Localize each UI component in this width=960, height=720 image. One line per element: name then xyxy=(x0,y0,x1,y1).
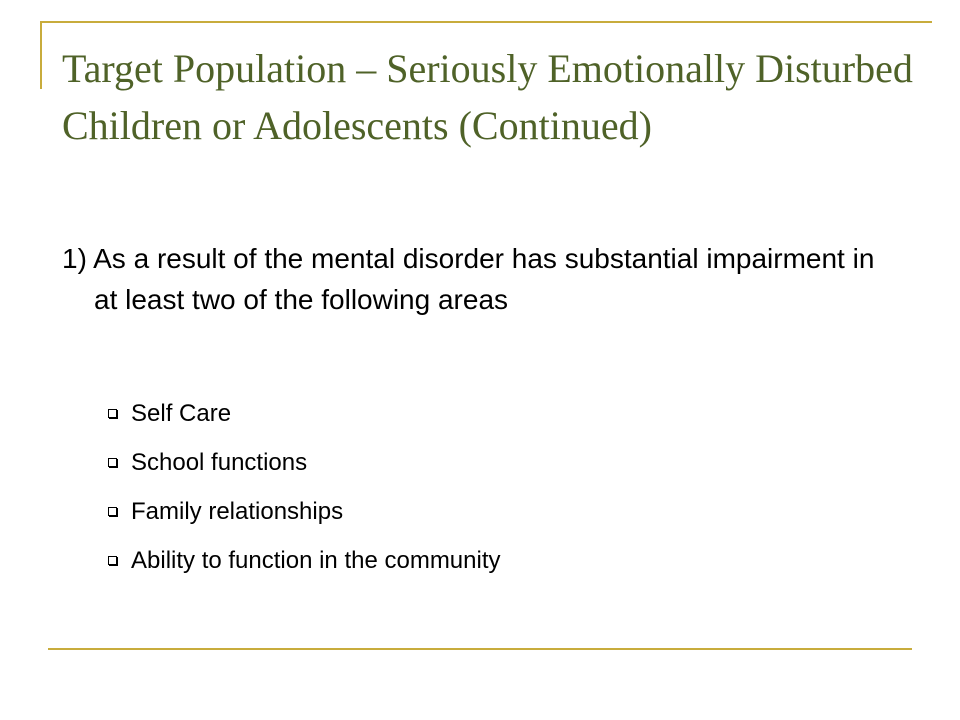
list-item-label: Self Care xyxy=(131,399,232,427)
list-item xyxy=(108,536,501,585)
list-item xyxy=(108,487,501,536)
impairment-areas-list xyxy=(108,389,501,585)
list-item xyxy=(108,389,501,438)
list-item-label: Ability to function in the community xyxy=(131,546,501,574)
list-item xyxy=(108,438,501,487)
left-accent-rule xyxy=(40,21,42,89)
bottom-accent-rule xyxy=(48,648,912,650)
top-accent-rule xyxy=(40,21,932,23)
square-bullet-icon xyxy=(108,458,117,467)
square-bullet-icon xyxy=(108,556,117,565)
square-bullet-icon xyxy=(108,409,117,418)
list-item-label: School functions xyxy=(131,448,308,476)
body-paragraph: 1) As a result of the mental disorder has substantial impairment in at least two of the following areas xyxy=(62,243,875,315)
square-bullet-icon xyxy=(108,507,117,516)
slide-title: Target Population – Seriously Emotionally Disturbed Children or Adolescents (Continued) xyxy=(62,46,913,148)
list-item-label: Family relationships xyxy=(131,497,344,525)
